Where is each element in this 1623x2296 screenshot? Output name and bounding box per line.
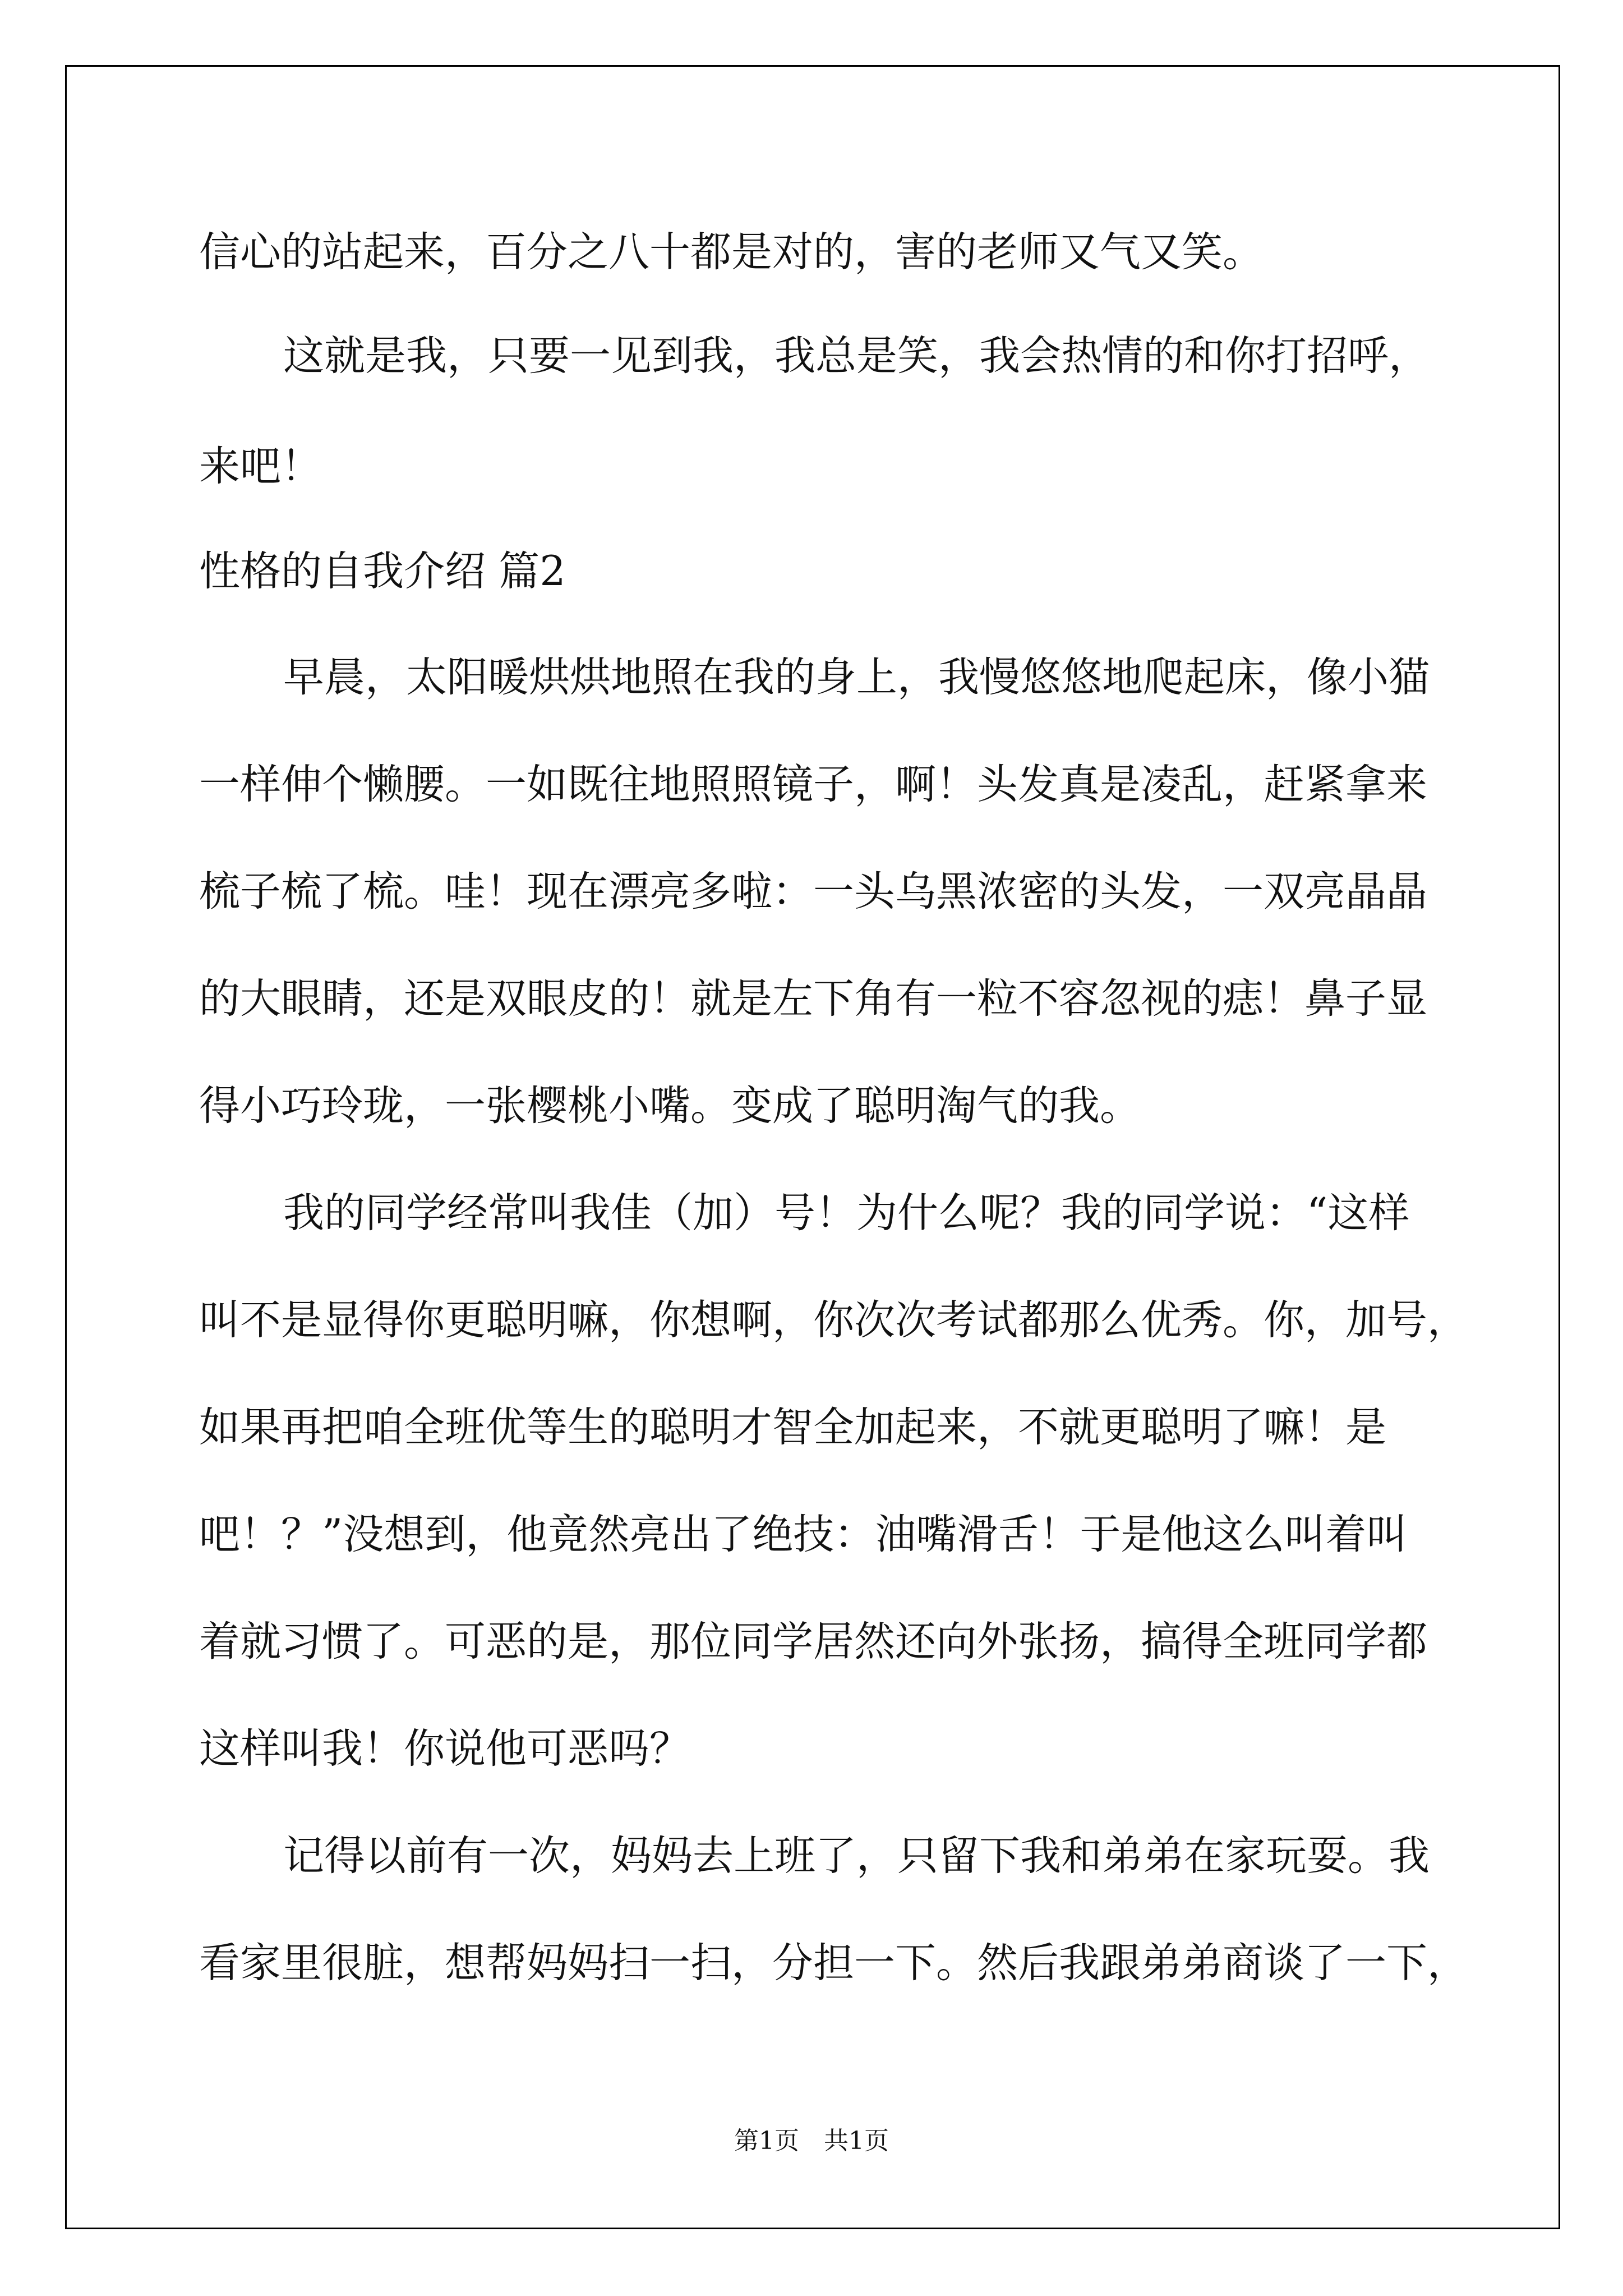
text-line: 来吧！: [199, 443, 322, 490]
text-line: 我的同学经常叫我佳（加）号！为什么呢？我的同学说：“这样: [283, 1189, 1410, 1237]
text-line: 如果再把咱全班优等生的聪明才智全加起来，不就更聪明了嘛！是: [199, 1404, 1386, 1451]
page-number-footer: 第1页 共1页: [734, 2127, 889, 2155]
text-line: 着就习惯了。可恶的是，那位同学居然还向外张扬，搞得全班同学都: [199, 1618, 1427, 1665]
text-line: 叫不是显得你更聪明嘛，你想啊，你次次考试都那么优秀。你，加号，: [199, 1296, 1468, 1344]
text-line: 看家里很脏，想帮妈妈扫一扫，分担一下。然后我跟弟弟商谈了一下，: [199, 1939, 1468, 1987]
text-line: 梳子梳了梳。哇！现在漂亮多啦：一头乌黑浓密的头发，一双亮晶晶: [199, 868, 1427, 915]
text-line: 这就是我，只要一见到我，我总是笑，我会热情的和你打招呼，: [283, 332, 1430, 380]
text-line: 得小巧玲珑，一张樱桃小嘴。变成了聪明淘气的我。: [199, 1082, 1141, 1130]
text-line: 吧！？”没想到，他竟然亮出了绝技：油嘴滑舌！于是他这么叫着叫: [199, 1511, 1408, 1558]
text-line: 记得以前有一次，妈妈去上班了，只留下我和弟弟在家玩耍。我: [283, 1832, 1430, 1880]
text-line: 早晨，太阳暖烘烘地照在我的身上，我慢悠悠地爬起床，像小猫: [283, 654, 1430, 701]
text-line: 的大眼睛，还是双眼皮的！就是左下角有一粒不容忽视的痣！鼻子显: [199, 975, 1427, 1023]
text-line: 一样伸个懒腰。一如既往地照照镜子，啊！头发真是凌乱，赶紧拿来: [199, 761, 1427, 808]
text-line: 这样叫我！你说他可恶吗？: [199, 1725, 690, 1773]
section-heading: 性格的自我介绍 篇2: [199, 547, 566, 595]
text-line: 信心的站起来，百分之八十都是对的，害的老师又气又笑。: [199, 228, 1264, 276]
page-border: [65, 65, 1560, 2229]
